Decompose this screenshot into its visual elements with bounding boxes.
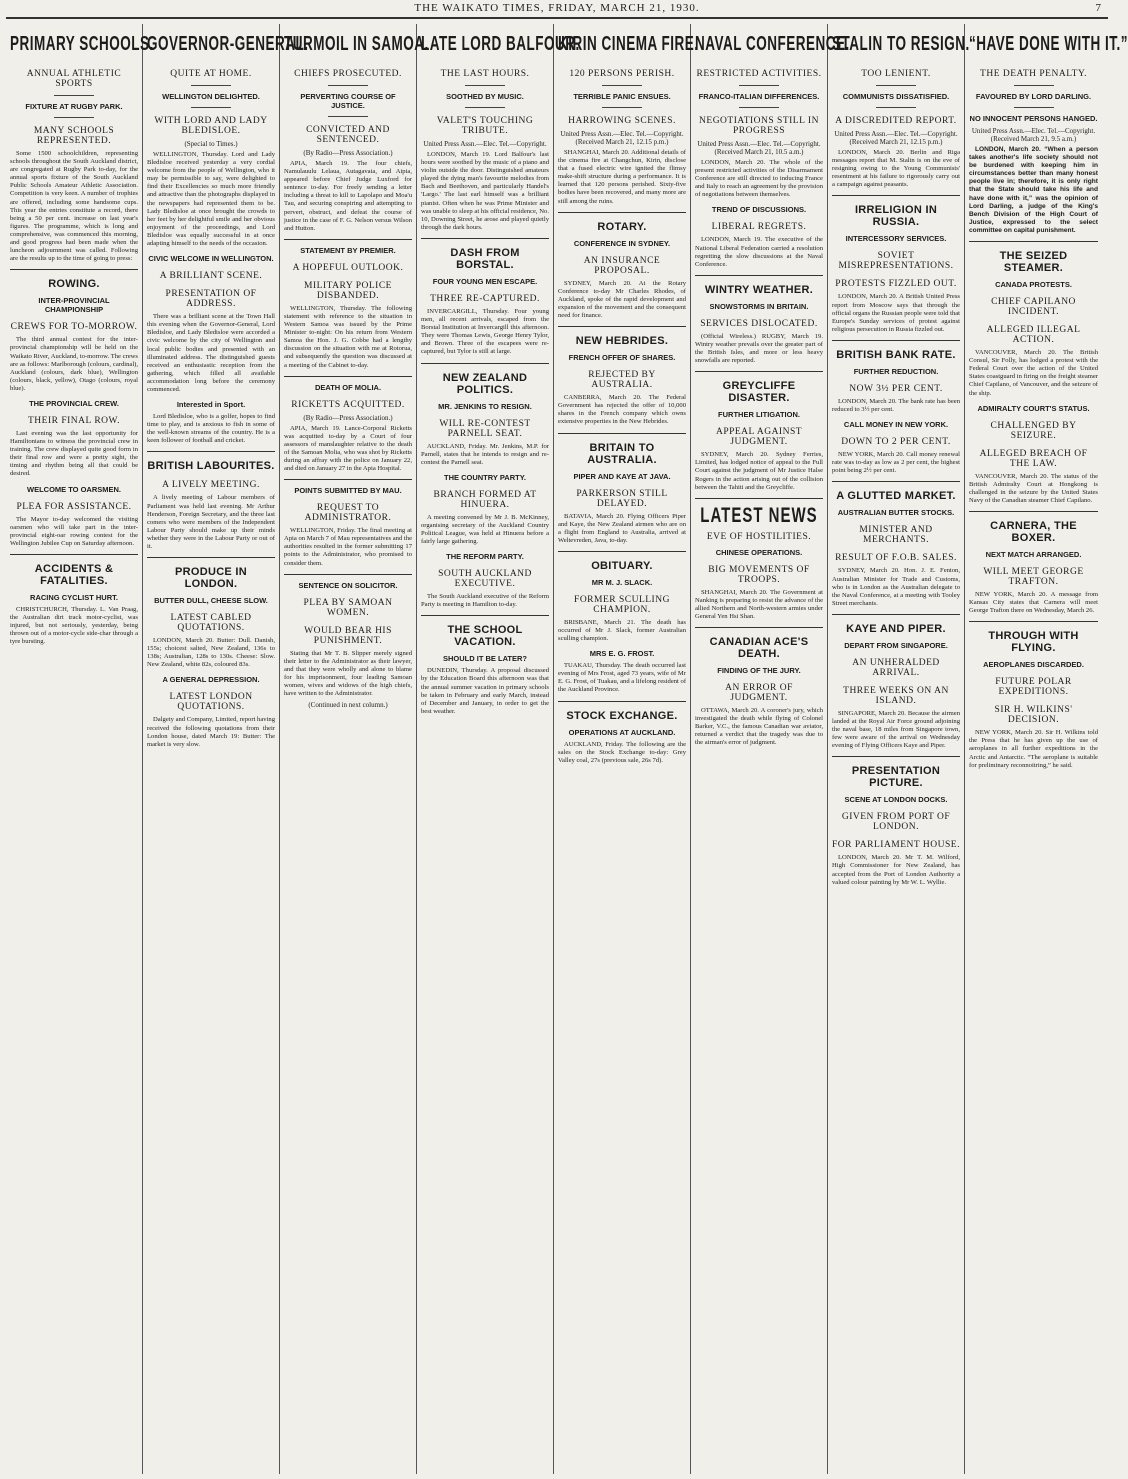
divider: [284, 239, 412, 240]
divider: [421, 238, 549, 239]
subheading: LIBERAL REGRETS.: [711, 222, 807, 233]
subheading: BRANCH FORMED AT HINUERA.: [433, 489, 537, 510]
subheading: RESULT OF F.O.B. SALES.: [835, 553, 957, 564]
masthead-rule: [6, 17, 1108, 19]
article-body: [695, 236, 823, 268]
section-headline: STOCK EXCHANGE.: [566, 709, 678, 722]
article-body: [832, 451, 960, 475]
paragraph: SHANGHAI, March 20. Additional details of the cinema fire at Changchun, Kirin, disclose that a fused electric wire ignited the flimsy make-shift structure during a performance. It is learned that 120 persons perished. Sixty-five bodies have been recovered, and many more are still among the ruins.: [558, 149, 686, 205]
subheading: SHOULD IT BE LATER?: [442, 654, 528, 664]
paragraph: SYDNEY, March 20. Sydney Ferries, Limited, has lodged notice of appeal to the Full Court against the judgment of Mr Justice Halse Rogers in the action arising out of the collision between the Tahiti and the Greycliffe.: [695, 451, 823, 491]
subheading: MR. JENKINS TO RESIGN.: [438, 401, 532, 411]
subheading: APPEAL AGAINST JUDGMENT.: [715, 427, 803, 448]
article-body: [10, 150, 138, 263]
subheading: FURTHER LITIGATION.: [718, 410, 800, 420]
divider: [465, 85, 505, 86]
divider: [10, 269, 138, 270]
subheading: NEXT MATCH ARRANGED.: [985, 549, 1082, 559]
latest-news-banner: LATEST NEWS: [700, 503, 818, 528]
paragraph: APIA, March 19. The four chiefs, Namulauulu Lelaua, Autagavaia, and Aipia, appeared before Chief Judge Luxford for sentence to-day. For freely sending a letter including a threat to kill to Lapolapo and Moa'u Tau, and securing conspiring and attempting to pervert, obstruct, and defeat the course of justice in the case of F. G. Nelson versus Wilson and Hutton.: [284, 160, 412, 232]
divider: [695, 627, 823, 628]
article-body: [147, 494, 275, 551]
article-body: [558, 394, 686, 426]
subheading: SENTENCE ON SOLICITOR.: [298, 580, 398, 590]
article-body: [284, 650, 412, 699]
subheading: CHIEF CAPILANO INCIDENT.: [991, 297, 1076, 318]
article-body: [558, 513, 686, 545]
subheading: PIPER AND KAYE AT JAVA.: [573, 471, 671, 481]
subheading: FOR PARLIAMENT HOUSE.: [832, 840, 960, 851]
column-headline: GOVERNOR-GENERAL.: [147, 32, 309, 55]
article-body: [832, 293, 960, 333]
divider: [558, 326, 686, 327]
subheading: ADMIRALTY COURT'S STATUS.: [977, 403, 1090, 413]
subheading: A BRILLIANT SCENE.: [159, 271, 263, 282]
paragraph: The Mayor to-day welcomed the visiting oarsmen who will take part in the inter-provincial eight-oar rowing contest for the Wellington Jubilee Cup on Saturday afternoon.: [10, 515, 138, 547]
article-body: [421, 667, 549, 716]
subheading: MRS E. G. FROST.: [589, 649, 655, 659]
paragraph: LONDON, March 20. The bank rate has been reduced to 3½ per cent.: [832, 397, 960, 414]
subheading: WOULD BEAR HIS PUNISHMENT.: [304, 625, 392, 646]
paragraph: NEW YORK, March 20. Call money renewal rate was to-day as low as 2 per cent, the highest point being 2½ per cent.: [832, 451, 960, 475]
section-headline: IRRELIGION IN RUSSIA.: [854, 204, 938, 229]
article-body: [284, 160, 412, 233]
subheading: WILL MEET GEORGE TRAFTON.: [983, 566, 1084, 587]
divider: [10, 554, 138, 555]
column-headline: TURMOIL IN SAMOA.: [284, 32, 429, 55]
article-body: [10, 606, 138, 646]
paragraph: TUAKAU, Thursday. The death occurred last evening of Mrs Frost, aged 73 years, wife of Mr E. G. Frost, of Tuakau, and a lifelong resident of the Auckland Province.: [558, 662, 687, 694]
subheading: THREE RE-CAPTURED.: [430, 293, 540, 304]
divider: [328, 85, 368, 86]
subheading: PLEA BY SAMOAN WOMEN.: [303, 597, 393, 618]
paragraph: LONDON, March 20. The whole of the present restricted activities of the Disarmament Conference are still directed to inducing France and Italy to reach an agreement by the provision of negotiations between themselves.: [695, 159, 823, 199]
column-naval-conference: [691, 24, 850, 1474]
article-body: [832, 149, 960, 189]
divider: [969, 241, 1098, 242]
subheading: CONVICTED AND SENTENCED.: [306, 125, 390, 145]
column-headline: PRIMARY SCHOOLS.: [10, 32, 154, 55]
subheading: AN UNHERALDED ARRIVAL.: [852, 657, 940, 678]
column-headline: “HAVE DONE WITH IT.”: [969, 32, 1128, 55]
column-primary-schools: [6, 24, 154, 1474]
article-body: [969, 729, 1098, 769]
subheading: LATEST LONDON QUOTATIONS.: [169, 692, 253, 713]
section-headline: BRITAIN TO AUSTRALIA.: [587, 441, 657, 466]
paragraph: CHRISTCHURCH, Thursday. L. Van Praag, the Australian dirt track motor-cyclist, was injured, but not seriously, yesterday, being thrown out of a motor-cycle side-char through a tyre bursting.: [10, 605, 138, 646]
article-body: [558, 619, 686, 643]
subheading: TREND OF DISCUSSIONS.: [711, 205, 807, 215]
subheading: CALL MONEY IN NEW YORK.: [843, 420, 949, 430]
divider: [1014, 85, 1054, 86]
subheading: A DISCREDITED REPORT.: [835, 116, 957, 126]
article-body: [284, 305, 412, 370]
paragraph: DUNEDIN, Thursday. A proposal discussed by the Education Board this afternoon was that the annual summer vacation in primary schools be taken in February and early March, instead of December and January, in order to get the best weather.: [421, 667, 549, 715]
subheading: RESTRICTED ACTIVITIES.: [696, 69, 822, 79]
subheading: CIVIC WELCOME IN WELLINGTON.: [148, 254, 274, 264]
article-body: [421, 593, 549, 609]
subheading: FORMER SCULLING CHAMPION.: [574, 594, 670, 615]
paragraph: Lord Bledisloe, who is a golfer, hopes to find time to play, and is anxious to fish in some of the well-known streams of the country. He is a keen follower of football and cricket.: [147, 413, 275, 445]
divider: [876, 85, 916, 86]
continued-note: (Continued in next column.): [308, 701, 388, 710]
subheading: FUTURE POLAR EXPEDITIONS.: [995, 677, 1072, 698]
article-body: [695, 589, 823, 621]
subheading: MR M. J. SLACK.: [591, 577, 653, 587]
subheading: THE PROVINCIAL CREW.: [29, 398, 119, 408]
subheading: AN ERROR OF JUDGMENT.: [725, 683, 793, 704]
divider: [832, 756, 960, 757]
section-headline: CARNERA, THE BOXER.: [990, 519, 1077, 544]
column-headline: STALIN TO RESIGN.: [832, 32, 970, 55]
subheading: ALLEGED ILLEGAL ACTION.: [986, 325, 1081, 346]
paragraph: NEW YORK, March 20. Sir H. Wilkins told the Press that he has given up the use of aeroplanes in all further expeditions in the Arctic and Antarctic. “The aeroplane is suitable for preliminary reconnoitring,” he said.: [969, 729, 1098, 769]
section-headline: THE SCHOOL VACATION.: [447, 624, 523, 649]
divider: [54, 117, 94, 118]
section-headline: PRESENTATION PICTURE.: [851, 765, 941, 790]
subheading: TERRIBLE PANIC ENSUES.: [573, 92, 671, 101]
article-body: [10, 430, 138, 479]
divider: [558, 212, 686, 213]
paragraph: LONDON, March 20. “When a person takes another's life society should not be burdened with keeping him in circumstances better than many honest people live in; therefore, it is only right that the State should take his life and have done with it,” was the opinion of Lord Darling, a judge of the King's Bench Division of the High Court of Justice, expressed to the select committee on capital punishment.: [969, 146, 1098, 234]
paragraph: SYDNEY, March 20. Hon. J. E. Fenton, Australian Minister for Trade and Customs, who is in London as the Australian delegate to the Naval Conference, at a meeting with Tooley Street merchants.: [832, 567, 960, 607]
paragraph: (Official Wireless.) RUGBY, March 19. Wintry weather prevails over the greater part of the British Isles, and more or less heavy snowfalls are reported.: [695, 332, 823, 365]
paragraph: The South Auckland executive of the Reform Party is meeting in Hamilton to-day.: [421, 593, 549, 609]
column-headline: NAVAL CONFERENCE.: [695, 32, 850, 55]
dateline: United Press Assn.—Elec. Tel.—Copyright.: [423, 140, 547, 148]
subheading: SIR H. WILKINS' DECISION.: [994, 705, 1073, 726]
subheading: FURTHER REDUCTION.: [853, 366, 939, 376]
dateline: United Press Assn.—Elec. Tel.—Copyright. (Received March 21, 12.15 p.m.): [834, 130, 958, 146]
subheading: BIG MOVEMENTS OF TROOPS.: [708, 564, 810, 585]
subheading: REQUEST TO ADMINISTRATOR.: [304, 503, 392, 524]
divider: [695, 275, 823, 276]
article-body: [284, 527, 412, 567]
subheading: HARROWING SCENES.: [568, 116, 676, 126]
subheading: DEPART FROM SINGAPORE.: [844, 640, 948, 650]
subheading: SNOWSTORMS IN BRITAIN.: [709, 301, 809, 311]
paragraph: AUCKLAND, Friday. Mr. Jenkins, M.P. for Parnell, states that he intends to resign and re-contest the Parnell seat.: [421, 442, 549, 466]
article-body: [558, 149, 686, 206]
divider: [421, 363, 549, 364]
article-body: [147, 413, 275, 445]
subheading: SOOTHED BY MUSIC.: [446, 92, 524, 101]
article-body: [147, 637, 275, 669]
subheading: COMMUNISTS DISSATISFIED.: [842, 92, 950, 101]
subheading: PLEA FOR ASSISTANCE.: [16, 501, 132, 512]
subheading: SOVIET MISREPRESENTATIONS.: [838, 251, 954, 272]
divider: [739, 107, 779, 108]
paragraph: WELLINGTON, Thursday. The following statement with reference to the situation in Western Samoa was issued by the Prime Minister to-night: On his return from Western Samoa the Hon. J. G. Cobbe had a lengthy discussion on the situation with me at Rotorua, and subsequently the question was discussed at a meeting of the Cabinet to-day.: [284, 304, 412, 369]
article-body: [832, 710, 960, 750]
section-headline: KAYE AND PIPER.: [846, 622, 946, 635]
section-headline: NEW ZEALAND POLITICS.: [442, 371, 528, 396]
paragraph: LONDON, March 20. Mr T. M. Wilford, High Commissioner for New Zealand, has accepted from the Port of London Authority a valued colour painting by Mr W. L. Wyllie.: [832, 854, 960, 886]
section-headline: WINTRY WEATHER.: [704, 283, 814, 296]
subheading: LATEST CABLED QUOTATIONS.: [170, 613, 252, 634]
divider: [328, 116, 368, 117]
paragraph: LONDON, March 19. The executive of the National Liberal Federation carried a resolution regretting the slow discussions at the Naval Conference.: [695, 236, 823, 268]
section-headline: A GLUTTED MARKET.: [836, 490, 956, 503]
subheading: WELCOME TO OARSMEN.: [26, 484, 122, 494]
subheading: CHIEFS PROSECUTED.: [294, 69, 402, 79]
subheading: TOO LENIENT.: [861, 69, 931, 79]
dateline: United Press Assn.—Elec. Tel.—Copyright. (Received March 21, 10.5 a.m.): [697, 140, 821, 156]
subheading: WELLINGTON DELIGHTED.: [162, 92, 260, 101]
divider: [147, 557, 275, 558]
section-headline: PRODUCE IN LONDON.: [174, 566, 248, 591]
paragraph: VANCOUVER, March 20. The status of the British Admiralty Court at Hongkong is challenged in the seizure by the United States Navy of the Canadian steamer Chief Capilano.: [969, 472, 1098, 504]
subheading: RACING CYCLIST HURT.: [30, 592, 118, 602]
subheading: VALET'S TOUCHING TRIBUTE.: [436, 116, 534, 136]
divider: [602, 107, 642, 108]
column-late-lord-balfour: [417, 24, 580, 1474]
subheading: AUSTRALIAN BUTTER STOCKS.: [837, 508, 955, 518]
subheading: SERVICES DISLOCATED.: [700, 318, 818, 329]
paragraph: BRISBANE, March 21. The death has occurred of Mr J. Slack, former Australian sculling champion.: [558, 618, 686, 643]
subheading: FRANCO-ITALIAN DIFFERENCES.: [698, 92, 820, 101]
subheading: AEROPLANES DISCARDED.: [983, 660, 1084, 670]
section-headline: BRITISH LABOURITES.: [147, 460, 275, 473]
newspaper-columns: [6, 24, 1128, 1474]
divider: [191, 85, 231, 86]
divider: [558, 551, 686, 552]
masthead: [0, 0, 1114, 16]
subheading: PARKERSON STILL DELAYED.: [576, 488, 668, 509]
subheading: A LIVELY MEETING.: [162, 480, 260, 491]
paragraph: SYDNEY, March 20. At the Rotary Conference to-day Mr Charles Rhodes, of Auckland, spoke of the rapid development and expansion of the movement and the consequent need for finance.: [558, 279, 686, 320]
dateline: United Press Assn.—Elec. Tel.—Copyright. (Received March 21, 12.15 p.m.): [560, 130, 684, 146]
subheading: GIVEN FROM PORT OF LONDON.: [841, 812, 951, 833]
divider: [558, 701, 686, 702]
article-body: [969, 473, 1098, 505]
subheading: WILL RE-CONTEST PARNELL SEAT.: [439, 418, 531, 439]
paragraph: LONDON, March 20. Berlin and Riga messages report that M. Stalin is on the eve of resigning owing to the Young Communists' resentment at his failure to rigorously carry out a campaign against peasants.: [832, 149, 960, 189]
subheading: NOW 3½ PER CENT.: [849, 383, 943, 394]
section-headline: CANADIAN ACE'S DEATH.: [709, 636, 809, 661]
section-headline: THE SEIZED STEAMER.: [999, 250, 1068, 275]
article-body: [558, 662, 686, 694]
article-body: [969, 349, 1098, 398]
subheading: INTERCESSORY SERVICES.: [845, 234, 947, 244]
divider: [695, 498, 823, 499]
subheading: CHINESE OPERATIONS.: [715, 547, 803, 557]
column-headline: LATE LORD BALFOUR.: [421, 32, 580, 55]
divider: [191, 107, 231, 108]
divider: [54, 95, 94, 96]
masthead-title: THE WAIKATO TIMES, FRIDAY, MARCH 21, 1930.: [414, 2, 700, 14]
article-body: [695, 707, 823, 747]
article-body: [284, 425, 412, 474]
divider: [876, 107, 916, 108]
article-body: [695, 451, 823, 491]
article-body: [10, 516, 138, 548]
subheading: 120 PERSONS PERISH.: [569, 69, 675, 79]
divider: [969, 621, 1098, 622]
subheading: Interested in Sport.: [176, 400, 246, 410]
subheading: QUITE AT HOME.: [170, 69, 252, 79]
divider: [739, 85, 779, 86]
column-stalin-to-resign: [828, 24, 970, 1474]
column-have-done-with-it: [965, 24, 1128, 1474]
divider: [284, 479, 412, 480]
subheading: CONFERENCE IN SYDNEY.: [573, 238, 671, 248]
article-body: [832, 854, 960, 886]
paragraph: BATAVIA, March 20. Flying Officers Piper and Kaye, the New Zealand airmen who are on a flight from England to Australia, arrived at Weltevreden, Java, to-day.: [558, 512, 686, 544]
dateline: (By Radio—Press Association.): [303, 149, 393, 157]
subheading: BUTTER DULL, CHEESE SLOW.: [154, 596, 268, 606]
subheading: CREWS FOR TO-MORROW.: [10, 322, 138, 333]
section-headline: NEW HEBRIDES.: [575, 335, 669, 348]
dateline: (Special to Times.): [184, 140, 238, 148]
subheading: SCENE AT LONDON DOCKS.: [844, 795, 948, 805]
column-governor-general: [143, 24, 309, 1474]
paragraph: VANCOUVER, March 20. The British Consul, Sir Folly, has lodged a protest with the Federal Court over the action of the United States coastguard in firing on the freight steamer Chief Capilano, of Vancouver, and the seizure of the ship.: [969, 349, 1098, 397]
subheading: THE LAST HOURS.: [440, 69, 530, 79]
subheading: THEIR FINAL ROW.: [27, 415, 120, 426]
subheading: FIXTURE AT RUGBY PARK.: [25, 102, 123, 111]
subheading: STATEMENT BY PREMIER.: [300, 245, 396, 255]
column-headline: KIRIN CINEMA FIRE.: [558, 32, 699, 55]
article-body: [10, 336, 138, 393]
subheading: MANY SCHOOLS REPRESENTED.: [33, 126, 115, 146]
paragraph: OTTAWA, March 20. A coroner's jury, which investigated the death while flying of Colonel Barker, V.C., the famous Canadian war aviator, returned a verdict that the tragedy was due to the airman's error of judgment.: [695, 707, 823, 747]
subheading: INTER-PROVINCIAL CHAMPIONSHIP: [38, 296, 110, 315]
subheading: FRENCH OFFER OF SHARES.: [568, 353, 676, 363]
section-headline: ROWING.: [48, 278, 100, 291]
subheading: WITH LORD AND LADY BLEDISLOE.: [154, 116, 268, 136]
divider: [832, 481, 960, 482]
divider: [832, 614, 960, 615]
paragraph: A meeting convened by Mr J. B. McKinney, organising secretary of the Auckland Country Political League, was held at Hinuera before a fairly large gathering.: [421, 513, 549, 546]
article-body: [695, 159, 823, 199]
section-headline: THROUGH WITH FLYING.: [988, 630, 1079, 655]
paragraph: WELLINGTON, Friday. The final meeting at Apia on March 7 of Mau representatives and the authorities resulted in the former submitting 17 points to the Administrator, who promised to consider them.: [284, 527, 412, 567]
paragraph: WELLINGTON, Thursday. Lord and Lady Bledisloe received yesterday a very cordial welcome from the people of Wellington, who it may be permissible to say, were delighted to find their Excellencies so much more friendly and attractive than the photographs displayed in the newspapers had represented them to be. Lady Bledisloe at once brought the crowds to her feet by her delightful smile and her obvious enjoyment of the proceedings, and Lord Bledisloe was equally successful in at once adapting himself to the needs of the occasion.: [147, 151, 275, 248]
section-headline: ACCIDENTS & FATALITIES.: [34, 562, 114, 587]
paragraph: SINGAPORE, March 20. Because the airmen landed at the Royal Air Force ground adjoining the naval base, 18 miles from Singapore town, few were aware of the arrival on Wednesday evening of Flying Officers Kaye and Piper.: [832, 709, 960, 750]
section-headline: OBITUARY.: [591, 559, 653, 572]
dateline: United Press Assn.—Elec. Tel.—Copyright. (Received March 21, 9.5 a.m.): [971, 127, 1096, 143]
subheading: NO INNOCENT PERSONS HANGED.: [969, 114, 1098, 123]
subheading: NEGOTIATIONS STILL IN PROGRESS: [699, 116, 819, 136]
paragraph: Some 1500 schoolchildren, representing schools throughout the South Auckland district, are congregated at Rugby Park to-day, for the annual sports fixture of the South Auckland Public Schools Amateur Athletic Association. Competition is very keen. A number of trophies are offered, including some handsome cups. This year the entries constitute a record, there being a 50 per cent. increase on last year's figures. The programme, which is long and comprehensive, was commenced this morning, and good progress had been made when the luncheon adjournment was called. Following are the results up to the time of going to press:: [10, 150, 138, 263]
section-headline: ROTARY.: [597, 220, 647, 233]
subheading: REJECTED BY AUSTRALIA.: [588, 370, 656, 391]
subheading: THREE WEEKS ON AN ISLAND.: [843, 685, 949, 706]
subheading: A HOPEFUL OUTLOOK.: [292, 262, 404, 273]
article-body: [147, 313, 275, 394]
article-body: [147, 716, 275, 748]
subheading: PERVERTING COURSE OF JUSTICE.: [300, 92, 396, 110]
article-body: [421, 151, 549, 232]
subheading: EVE OF HOSTILITIES.: [706, 531, 812, 542]
paragraph: There was a brilliant scene at the Town Hall this evening when the Governor-General, Lord Bledisloe, and Lady Bledisloe were accorded a civic welcome by the city of Wellington and local public bodies and presented with an illuminated address. The distinguished guests received an enthusiastic reception from the gathering, which filled all available accommodation long before the ceremony commenced.: [147, 313, 275, 393]
column-kirin-cinema-fire: [554, 24, 699, 1474]
article-body: [695, 333, 823, 365]
article-body: [969, 146, 1098, 235]
page-number: 7: [1095, 2, 1102, 14]
divider: [832, 195, 960, 196]
article-body: [558, 280, 686, 320]
subheading: MILITARY POLICE DISBANDED.: [304, 280, 392, 301]
paragraph: INVERCARGILL, Thursday. Four young men, all recent arrivals, escaped from the Borstal Institution at Invercargill this afternoon. They were Thomas Lewis, George Henry Tylor, and Brown. Three of the escapees were re-captured, but Tylor is still at large.: [421, 307, 549, 356]
divider: [969, 511, 1098, 512]
subheading: ALLEGED BREACH OF THE LAW.: [979, 448, 1088, 469]
divider: [1014, 107, 1054, 108]
paragraph: NEW YORK, March 20. A message from Kansas City states that Carnera will meet George Trafton there on Wednesday, March 26.: [969, 590, 1098, 615]
subheading: PROTESTS FIZZLED OUT.: [835, 279, 957, 290]
subheading: MINISTER AND MERCHANTS.: [859, 525, 933, 546]
article-body: [832, 567, 960, 607]
divider: [602, 85, 642, 86]
subheading: FINDING OF THE JURY.: [717, 666, 801, 676]
article-body: [421, 443, 549, 467]
subheading: DEATH OF MOLIA.: [314, 382, 382, 392]
subheading: RICKETTS ACQUITTED.: [291, 399, 405, 410]
divider: [421, 615, 549, 616]
paragraph: The third annual contest for the inter-provincial championship will be held on the Waikato River, Auckland, to-morrow. The crews are as follows: Marlborough (colours, cardinal), Auckland (colours, dark blue), Wellington (colours, black, yellow), Otago (colours, royal blue).: [10, 336, 138, 392]
paragraph: LONDON, March 20. Butter: Dull. Danish, 155s; choicest salted, New Zealand, 136s to 138s; Australian, 128s to 130s. Cheese: Slow. New Zealand, white 82s, coloured 83s.: [147, 637, 275, 669]
article-body: [558, 741, 686, 765]
subheading: SOUTH AUCKLAND EXECUTIVE.: [438, 569, 532, 590]
subheading: A GENERAL DEPRESSION.: [162, 675, 260, 685]
paragraph: LONDON, March 19. Lord Balfour's last hours were soothed by the music of a piano and violin outside the door. Distinguished amateurs played the dying man's favourite melodies from Bach and Beethoven, and particularly Handel's 'Largo.' The last earl himself was a brilliant pianist. Often when he was Prime Minister and was unable to sleep at his official residence, No. 10, Downing Street, he arose and played quietly through the dark hours.: [421, 151, 549, 231]
paragraph: A lively meeting of Labour members of Parliament was held last evening. Mr Arthur Henderson, Foreign Secretary, and the three last comers who were members of the Independent Labour Party should make up their minds whether they were in the Labour Party or out of it.: [147, 494, 275, 550]
subheading: THE DEATH PENALTY.: [980, 69, 1087, 79]
paragraph: Stating that Mr T. B. Slipper merely signed their letter to the Administrator as their lawyer, and that they were wholly and alone to blame for his imprisonment, four leading Samoan women, wives and widows of the high chiefs, have written to the Administrator.: [284, 649, 412, 698]
subheading: OPERATIONS AT AUCKLAND.: [568, 727, 676, 737]
article-body: [969, 591, 1098, 615]
article-body: [832, 398, 960, 414]
divider: [695, 371, 823, 372]
subheading: POINTS SUBMITTED BY MAU.: [294, 486, 402, 496]
paragraph: APIA, March 19. Lance-Corporal Ricketts was acquitted to-day by a Court of four assessors of manslaughter relative to the death of the Samoan Molia, who was shot by Ricketts during an affray with the police on January 22, and died on January 27 in the Apia Hospital.: [284, 424, 412, 473]
column-turmoil-in-samoa: [280, 24, 429, 1474]
subheading: ANNUAL ATHLETIC SPORTS: [26, 69, 122, 89]
subheading: CANADA PROTESTS.: [995, 280, 1072, 290]
divider: [147, 451, 275, 452]
dateline: (By Radio—Press Association.): [303, 413, 393, 422]
divider: [284, 376, 412, 377]
article-body: [421, 308, 549, 357]
paragraph: SHANGHAI, March 20. The Government at Nanking is preparing to resist the advance of the allied Northern and North-western armies under General Yen Hsi Shan.: [695, 588, 823, 620]
subheading: THE REFORM PARTY.: [446, 552, 524, 562]
divider: [465, 107, 505, 108]
subheading: DOWN TO 2 PER CENT.: [841, 437, 951, 448]
paragraph: AUCKLAND, Friday. The following are the sales on the Stock Exchange to-day: Grey Valley coal, 27s (previous sale, 26s 7d).: [558, 740, 686, 764]
subheading: AN INSURANCE PROPOSAL.: [583, 255, 661, 276]
article-body: [421, 514, 549, 546]
subheading: CHALLENGED BY SEIZURE.: [990, 420, 1077, 441]
paragraph: CANBERRA, March 20. The Federal Government has rejected the offer of 10,000 shares in the French company which owns extensive properties in the New Hebrides.: [558, 394, 686, 426]
paragraph: Last evening was the last opportunity for Hamiltonians to witness the provincial crew in training. The crew displayed quite good form in their final row and were a pretty sight, the timing and rhythm being all that could be desired.: [10, 429, 138, 478]
divider: [832, 340, 960, 341]
divider: [284, 574, 412, 575]
divider: [558, 433, 686, 434]
section-headline: DASH FROM BORSTAL.: [450, 246, 520, 271]
paragraph: Dalgety and Company, Limited, report having received the following quotations from their London house, dated March 19: Butter: The market is very slow.: [147, 716, 275, 748]
subheading: FAVOURED BY LORD DARLING.: [975, 92, 1092, 101]
paragraph: LONDON, March 20. A British United Press report from Moscow says that through the official organs the Russian people were told that Europe's Sunday services of protest against religious persecution in Russia fizzled out.: [832, 293, 960, 333]
subheading: FOUR YOUNG MEN ESCAPE.: [432, 276, 538, 286]
article-body: [147, 151, 275, 248]
subheading: THE COUNTRY PARTY.: [444, 472, 526, 482]
subheading: PRESENTATION OF ADDRESS.: [165, 289, 257, 310]
section-headline: GREYCLIFFE DISASTER.: [722, 380, 796, 405]
section-headline: BRITISH BANK RATE.: [836, 348, 956, 361]
